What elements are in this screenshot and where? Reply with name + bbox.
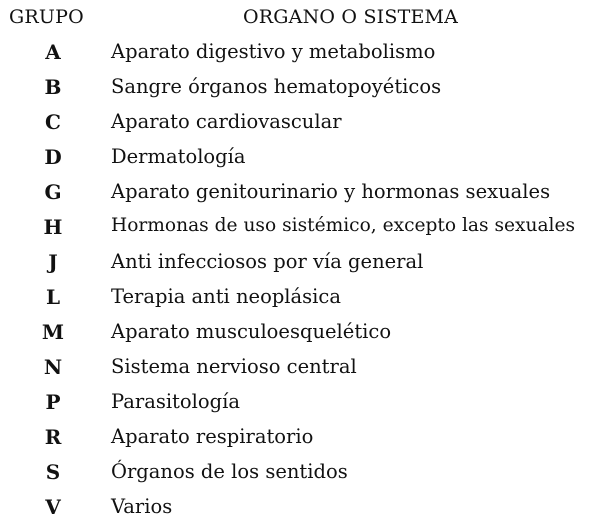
group-code: S [45, 460, 61, 484]
organ-description: Anti infecciosos por vía general [111, 250, 424, 273]
organ-column-header: ORGANO O SISTEMA [243, 6, 459, 28]
group-code: N [43, 355, 63, 379]
organ-description: Parasitología [111, 390, 240, 413]
group-code: L [45, 285, 61, 309]
organ-description: Terapia anti neoplásica [111, 285, 341, 308]
group-code: R [44, 425, 62, 449]
group-code: B [44, 75, 62, 99]
group-code: M [41, 320, 65, 344]
organ-description: Aparato digestivo y metabolismo [111, 40, 436, 63]
group-column-header: GRUPO [9, 6, 84, 28]
table-row [0, 38, 607, 73]
group-code: V [45, 495, 61, 519]
group-code: P [45, 390, 61, 414]
table-row [0, 143, 607, 178]
group-code: C [45, 110, 61, 134]
organ-description: Aparato musculoesquelético [111, 320, 392, 343]
table-header [0, 6, 607, 34]
table-row [0, 178, 607, 213]
table-row [0, 458, 607, 493]
table-body [0, 38, 607, 528]
table-row [0, 73, 607, 108]
organ-description: Aparato respiratorio [111, 425, 314, 448]
organ-description: Aparato cardiovascular [111, 110, 342, 133]
group-code: D [44, 145, 62, 169]
table-row [0, 388, 607, 423]
table-row [0, 283, 607, 318]
organ-description: Sangre órganos hematopoyéticos [111, 75, 442, 98]
organ-description: Aparato genitourinario y hormonas sexuales [111, 180, 551, 203]
table-row [0, 493, 607, 528]
table-row [0, 248, 607, 283]
table-row [0, 423, 607, 458]
organ-description: Hormonas de uso sistémico, excepto las sexuales [111, 215, 576, 236]
table-row [0, 318, 607, 353]
table-row [0, 108, 607, 143]
group-code: G [44, 180, 62, 204]
group-code: J [48, 250, 58, 274]
organ-description: Órganos de los sentidos [111, 460, 348, 483]
group-code: A [45, 40, 61, 64]
organ-description: Sistema nervioso central [111, 355, 357, 378]
organ-description: Varios [111, 495, 173, 518]
organ-description: Dermatología [111, 145, 246, 168]
group-code: H [43, 215, 63, 239]
table-row [0, 213, 607, 248]
table-row [0, 353, 607, 388]
